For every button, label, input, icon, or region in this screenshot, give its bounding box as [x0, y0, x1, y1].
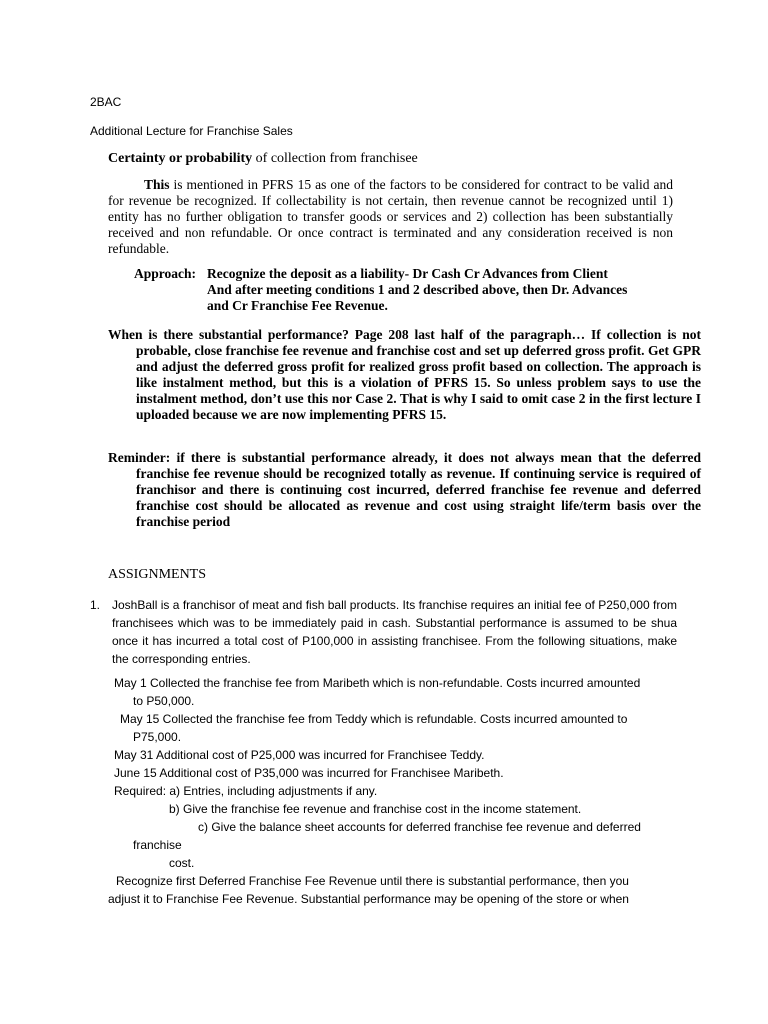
- section-heading: [108, 151, 418, 167]
- lecture-title: Additional Lecture for Franchise Sales: [90, 124, 293, 138]
- item-number: 1.: [90, 598, 101, 612]
- required-c-line-3: cost.: [169, 856, 195, 870]
- closing-line-1: Recognize first Deferred Franchise Fee Revenue until there is substantial performance, then you: [116, 874, 629, 888]
- reminder-paragraph: Reminder: if there is substantial performance already, it does not always mean that the deferred franchise fee revenue should be recognized totally as revenue. If continuing service is required of franchisor and there is continuing cost incurred, deferred franchise fee revenue and deferred franchise cost should be allocated as revenue and cost using straight life/term basis over the franchise period: [108, 450, 701, 529]
- course-code: 2BAC: [90, 95, 122, 109]
- section-heading-bold: Certainty or probability: [108, 151, 253, 166]
- approach-label: Approach:: [134, 266, 197, 281]
- may-1-line-1: May 1 Collected the franchise fee from Maribeth which is non-refundable. Costs incurred amounted: [114, 676, 641, 690]
- certainty-paragraph: [108, 177, 673, 257]
- approach-line-3: and Cr Franchise Fee Revenue.: [207, 298, 388, 313]
- required-c-line-1: c) Give the balance sheet accounts for deferred franchise fee revenue and deferred: [198, 820, 641, 834]
- may-15-line-2: P75,000.: [133, 730, 182, 744]
- substantial-performance-paragraph: When is there substantial performance? Page 208 last half of the paragraph… If collection is not probable, close franchise fee revenue and franchise cost and set up deferred gross profit. Get GPR and adjust the deferred gross profit for realized gross profit based on collection. The approach is like instalment method, but this is a violation of PFRS 15. So unless problem says to use the instalment method, don’t use this nor Case 2. That is why I said to omit case 2 in the first lecture I uploaded because we are now implementing PFRS 15.: [108, 327, 701, 422]
- approach-line-2: And after meeting conditions 1 and 2 described above, then Dr. Advances: [207, 282, 628, 297]
- assignment-item-1: [90, 596, 677, 668]
- assignments-heading: ASSIGNMENTS: [108, 567, 207, 582]
- approach-block: [134, 266, 679, 314]
- required-a: Required: a) Entries, including adjustments if any.: [114, 784, 378, 798]
- required-b: b) Give the franchise fee revenue and franchise cost in the income statement.: [169, 802, 582, 816]
- section-heading-rest: of collection from franchisee: [252, 151, 418, 166]
- transactions-block: [114, 674, 679, 872]
- may-31-line: May 31 Additional cost of P25,000 was incurred for Franchisee Teddy.: [114, 748, 485, 762]
- assignment-item-text: JoshBall is a franchisor of meat and fish ball products. Its franchise requires an initial fee of P250,000 from franchisees which was to be immediately paid in cash. Substantial performance is assumed to be shua once it has incurred a total cost of P100,000 in assisting franchisee. From the following situations, make the corresponding entries.: [112, 598, 677, 666]
- may-1-line-2: to P50,000.: [133, 694, 195, 708]
- required-c-line-2: franchise: [133, 838, 182, 852]
- paragraph-body: is mentioned in PFRS 15 as one of the factors to be considered for contract to be valid and for revenue be recognized. If collectability is not certain, then revenue cannot be recognized until 1) entity has no further obligation to transfer goods or services and 2) collection has been substantially received and non refundable. Or once contract is terminated and any consideration received is non refundable.: [108, 177, 673, 256]
- closing-paragraph: [108, 872, 678, 908]
- paragraph-lead: This: [144, 177, 170, 192]
- may-15-line-1: May 15 Collected the franchise fee from Teddy which is refundable. Costs incurred amounted to: [120, 712, 628, 726]
- closing-line-2: adjust it to Franchise Fee Revenue. Substantial performance may be opening of the store or when: [108, 892, 629, 906]
- approach-line-1: Recognize the deposit as a liability- Dr Cash Cr Advances from Client: [207, 266, 608, 281]
- june-15-line: June 15 Additional cost of P35,000 was incurred for Franchisee Maribeth.: [114, 766, 504, 780]
